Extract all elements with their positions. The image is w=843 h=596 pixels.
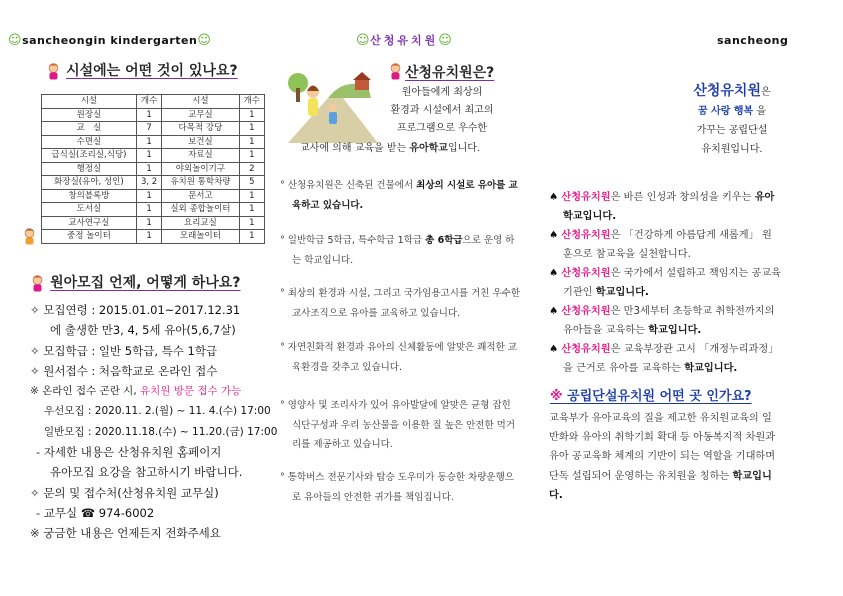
table-cell: 유치원 통학차량 — [162, 176, 239, 190]
right-point-bold: 학교입니다. — [684, 363, 738, 374]
table-cell: 원장실 — [42, 108, 137, 122]
table-row — [42, 230, 265, 244]
about-intro — [372, 84, 512, 138]
about-point-pre: 산청유치원은 신축된 건물에서 — [287, 180, 417, 191]
column-header: 시설 — [42, 95, 137, 109]
about-point-pre: 영양사 및 조리사가 있어 유아발달에 알맞은 균형 잡힌 식단구성과 우리 농산물을 이용한 질 높은 안전한 먹거리를 제공하고 있습니다. — [287, 400, 516, 450]
column-header: 시설 — [162, 95, 239, 109]
right-point-pre: 은 「건강하게 아름답게 새롭게」 원훈으로 참교육을 실천합니다. — [563, 230, 772, 260]
right-body — [549, 409, 781, 505]
right-point — [549, 226, 781, 264]
table-cell: 1 — [239, 122, 264, 136]
right-point — [549, 188, 781, 226]
about-title: 산청유치원은? — [405, 65, 495, 81]
table-cell: 실외 종합놀이터 — [162, 203, 239, 217]
recruit-line-text: 모집연령 : 2015.01.01~2017.12.31 — [43, 303, 241, 317]
degree-bullet-icon: ° — [280, 235, 288, 246]
table-row — [42, 189, 265, 203]
recruit-line — [30, 422, 277, 442]
degree-bullet-icon: ° — [280, 180, 288, 191]
table-cell: 수면실 — [42, 135, 137, 149]
about-point — [280, 284, 520, 323]
table-cell: 1 — [239, 108, 264, 122]
table-cell: 교사연구실 — [42, 216, 137, 230]
table-cell: 1 — [136, 189, 161, 203]
spade-bullet-icon: ♠ — [549, 192, 562, 203]
about-point-pre: 일반학급 5학급, 특수학급 1학급 — [287, 235, 426, 246]
right-question-text: 공립단설유치원 어떤 곳 인가요? — [567, 389, 752, 404]
right-point — [549, 264, 781, 302]
right-intro — [682, 82, 782, 159]
smile-icon: ☺ — [438, 33, 453, 48]
table-cell: 1 — [239, 135, 264, 149]
reference-mark-icon: ※ — [550, 389, 563, 404]
facilities-table — [41, 94, 265, 244]
right-point-name: 산청유치원 — [561, 230, 611, 241]
recruit-line — [30, 381, 277, 401]
right-point-name: 산청유치원 — [561, 268, 611, 279]
table-row — [42, 216, 265, 230]
recruit-line-text: 원서접수 : 처음학교로 온라인 접수 — [43, 363, 218, 378]
spade-bullet-icon: ♠ — [549, 344, 562, 355]
recruit-line-text: 일반모집 : 2020.11.18.(수) ~ 11.20.(금) 17:00 — [44, 425, 278, 438]
recruit-line-text: 온라인 접수 곤란 시, — [42, 385, 137, 398]
about-intro-line: 프로그램으로 우수한 — [396, 123, 488, 134]
right-point-name: 산청유치원 — [561, 192, 611, 203]
recruit-line-text: 모집학급 : 일반 5학급, 특수 1학급 — [43, 343, 218, 358]
table-cell: 화장실(유아, 성인) — [42, 176, 137, 190]
table-cell: 1 — [239, 216, 264, 230]
header-middle-text: 산청유치원 — [370, 34, 439, 47]
facilities-heading — [46, 60, 238, 80]
bullet-icon: - — [36, 445, 41, 460]
recruit-line-text: 문의 및 접수처(산청유치원 교무실) — [43, 485, 219, 500]
table-cell: 3, 2 — [136, 176, 161, 190]
right-point-name: 산청유치원 — [561, 344, 611, 355]
about-point — [280, 176, 520, 215]
column-header: 개수 — [136, 95, 161, 109]
recruit-line — [30, 523, 277, 543]
right-question — [550, 385, 752, 404]
facilities-title: 시설에는 어떤 것이 있나요? — [66, 63, 238, 79]
kids-road-illustration — [283, 58, 383, 148]
degree-bullet-icon: ° — [280, 400, 288, 411]
about-intro-line: 원아들에게 최상의 — [401, 87, 483, 98]
table-cell: 중정 놀이터 — [42, 230, 137, 244]
right-points — [549, 188, 781, 378]
right-point-bold: 유아학교입니다. — [563, 192, 775, 222]
degree-bullet-icon: ° — [280, 288, 288, 299]
bullet-icon: ※ — [30, 526, 40, 541]
bullet-icon: - — [36, 505, 41, 520]
table-cell: 자료실 — [162, 149, 239, 163]
recruit-line — [30, 341, 277, 361]
about-point-bold: 총 6학급 — [425, 235, 463, 246]
about-point — [280, 231, 520, 270]
right-point — [549, 302, 781, 340]
bullet-icon: ✧ — [30, 303, 40, 317]
right-name: 산청유치원 — [693, 83, 761, 99]
table-cell: 1 — [239, 189, 264, 203]
recruit-line — [30, 361, 277, 381]
about-point-bold: 최상의 시설로 유아를 교육하고 있습니다. — [292, 180, 518, 211]
table-header-row — [42, 95, 265, 109]
girl-icon — [22, 227, 37, 245]
degree-bullet-icon: ° — [280, 472, 288, 483]
table-cell: 1 — [136, 135, 161, 149]
degree-bullet-icon: ° — [280, 342, 288, 353]
table-cell: 교무실 — [162, 108, 239, 122]
table-cell: 다목적 강당 — [162, 122, 239, 136]
about-intro-line: 교사에 의해 교육을 받는 — [300, 143, 407, 154]
about-intro-last — [300, 139, 480, 154]
about-point-post: 으로 운영 하는 학교입니다. — [292, 235, 515, 266]
bullet-icon: ✧ — [30, 343, 40, 358]
right-body-bold: 학교입니다. — [549, 470, 772, 501]
table-cell: 1 — [136, 216, 161, 230]
about-point — [280, 338, 520, 377]
recruit-line — [30, 462, 277, 482]
girl-icon — [30, 274, 45, 292]
recruit-line — [30, 320, 277, 340]
right-body-text: 교육부가 유아교육의 질을 제고한 유치원교육의 일반화와 유아의 취학기회 확대 등 아동복지적 차원과 유아 공교육화 체계의 기반이 되는 역할을 기대하며 단독 설립되어 운영하는 유치원을 칭하는 — [549, 413, 776, 482]
table-cell: 1 — [239, 149, 264, 163]
table-cell: 1 — [136, 162, 161, 176]
smile-icon: ☺ — [197, 33, 212, 48]
right-point-pre: 은 바른 인성과 창의성을 키우는 — [610, 192, 755, 203]
right-point-name: 산청유치원 — [561, 306, 611, 317]
recruit-line — [30, 300, 277, 320]
table-cell: 1 — [136, 230, 161, 244]
recruit-line-text: 유아모집 요강을 참고하시기 바랍니다. — [50, 465, 243, 480]
recruit-line — [30, 503, 277, 523]
bullet-icon: ✧ — [30, 485, 40, 500]
recruit-line — [30, 401, 277, 421]
spade-bullet-icon: ♠ — [549, 306, 562, 317]
table-row — [42, 162, 265, 176]
right-point — [549, 340, 781, 378]
right-point-bold: 학교입니다. — [648, 325, 702, 336]
table-cell: 문서고 — [162, 189, 239, 203]
table-cell: 교 실 — [42, 122, 137, 136]
table-cell: 보건실 — [162, 135, 239, 149]
about-point-pre: 자연친화적 환경과 유아의 신체활동에 알맞은 쾌적한 교육환경을 갖추고 있습니다. — [287, 342, 517, 373]
table-row — [42, 176, 265, 190]
table-cell: 1 — [239, 203, 264, 217]
table-cell: 모래놀이터 — [162, 230, 239, 244]
table-cell: 1 — [239, 230, 264, 244]
recruit-line-text: 교무실 ☎ 974-6002 — [43, 505, 155, 520]
bullet-icon: ✧ — [30, 363, 40, 378]
table-cell: 급식실(조리실,식당) — [42, 149, 137, 163]
header-middle — [356, 32, 452, 48]
table-row — [42, 149, 265, 163]
table-cell: 1 — [136, 203, 161, 217]
table-row — [42, 122, 265, 136]
right-point-bold: 학교입니다. — [595, 287, 649, 298]
spade-bullet-icon: ♠ — [549, 268, 562, 279]
header-left — [8, 33, 211, 48]
table-cell: 행정실 — [42, 162, 137, 176]
table-row — [42, 203, 265, 217]
right-point-pre: 은 국가에서 설립하고 책임지는 공교육기관인 — [563, 268, 782, 298]
right-name-suffix: 은 — [760, 87, 771, 98]
recruit-line — [30, 483, 277, 503]
smile-icon: ☺ — [356, 33, 371, 48]
about-point — [280, 396, 520, 455]
recruit-heading — [30, 272, 240, 292]
right-line3: 가꾸는 공립단설 — [696, 125, 768, 136]
table-cell: 5 — [239, 176, 264, 190]
about-intro-end: 입니다. — [447, 143, 481, 154]
right-point-pre: 은 교육부장관 고시 「개정누리과정」을 근거로 유아를 교육하는 — [563, 344, 779, 374]
header-right: sancheong — [717, 34, 789, 47]
right-dream-suffix: 을 — [756, 106, 767, 117]
table-cell: 1 — [136, 149, 161, 163]
column-header: 개수 — [239, 95, 264, 109]
right-dream: 꿈 사랑 행복 — [697, 106, 754, 117]
girl-icon — [46, 62, 61, 80]
about-point-pre: 통학버스 전문기사와 탑승 도우미가 동승한 차량운행으로 유아들의 안전한 귀가를 책임집니다. — [287, 472, 514, 503]
about-point — [280, 468, 520, 507]
table-row — [42, 108, 265, 122]
table-row — [42, 135, 265, 149]
girl-icon — [388, 62, 403, 80]
recruit-title: 원아모집 언제, 어떻게 하나요? — [50, 275, 241, 291]
table-cell: 2 — [239, 162, 264, 176]
header-left-text: sancheongin kindergarten — [22, 34, 198, 47]
recruit-highlight: 유치원 방문 접수 가능 — [140, 385, 242, 398]
right-point-pre: 은 만3세부터 초등학교 취학전까지의 유아들을 교육하는 — [563, 306, 775, 336]
smile-icon: ☺ — [8, 33, 23, 48]
recruit-line-text: 자세한 내용은 산청유치원 홈페이지 — [43, 445, 222, 460]
recruit-line-text: 우선모집 : 2020.11. 2.(월) ~ 11. 4.(수) 17:00 — [44, 405, 271, 418]
recruit-line-text: 궁금한 내용은 언제든지 전화주세요 — [43, 526, 221, 541]
table-cell: 창의블록방 — [42, 189, 137, 203]
recruit-line-text: 에 출생한 만3, 4, 5세 유아(5,6,7살) — [50, 323, 236, 338]
bullet-icon: ※ — [30, 385, 39, 398]
table-cell: 1 — [136, 108, 161, 122]
table-cell: 야외놀이기구 — [162, 162, 239, 176]
right-line4: 유치원입니다. — [701, 144, 763, 155]
about-intro-bold: 유아학교 — [409, 143, 448, 154]
table-cell: 요리교실 — [162, 216, 239, 230]
table-cell: 도서실 — [42, 203, 137, 217]
recruit-list — [30, 300, 277, 544]
recruit-line — [30, 442, 277, 462]
spade-bullet-icon: ♠ — [549, 230, 562, 241]
about-intro-line: 환경과 시설에서 최고의 — [390, 105, 494, 116]
about-point-pre: 최상의 환경과 시설, 그리고 국가임용고시를 거친 우수한 교사조직으로 유아를 교육하고 있습니다. — [287, 288, 520, 319]
table-cell: 7 — [136, 122, 161, 136]
